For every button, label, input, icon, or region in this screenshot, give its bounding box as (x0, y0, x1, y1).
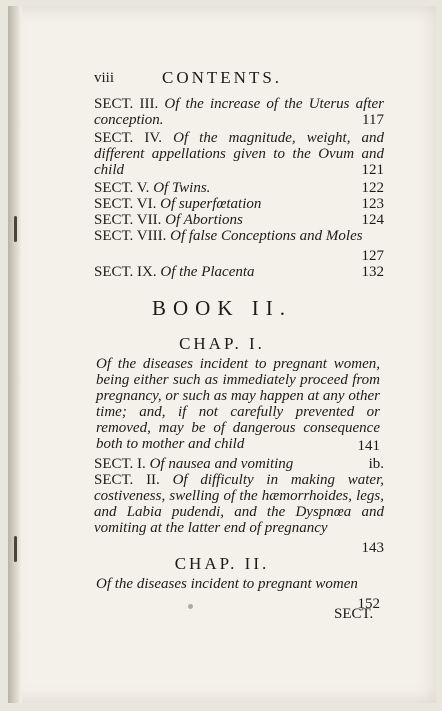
chapter-summary (96, 356, 380, 456)
toc-entry-title: Of superfœtation (160, 196, 262, 212)
chapter-summary-text: Of the diseases incident to pregnant women (96, 576, 358, 592)
toc-entry-page: ib. (368, 456, 384, 472)
chapter-heading: CHAP. I. (179, 334, 265, 353)
book-page (8, 6, 436, 703)
book-heading: BOOK II. (152, 296, 292, 320)
toc-entry-label: SECT. I. (94, 456, 146, 472)
toc-entry (94, 264, 384, 282)
toc-entry-page: 123 (361, 196, 384, 212)
chapter-summary-page: 152 (357, 596, 380, 612)
toc-entry-page: 124 (361, 212, 384, 228)
toc-entry (94, 130, 384, 180)
toc-entry-label: SECT. III. (94, 96, 159, 112)
toc-entry-label: SECT. VIII. (94, 228, 167, 244)
ink-speck (188, 604, 193, 609)
folio-number: viii (94, 70, 115, 86)
toc-entry-label: SECT. VI. (94, 196, 157, 212)
toc-entry-title: Of Abortions (165, 212, 243, 228)
toc-entry-title: Of nausea and vomiting (149, 456, 294, 472)
chapter-summary-page: 141 (357, 438, 380, 454)
catchword: SECT. (334, 606, 374, 622)
toc-entry-label: SECT. IX. (94, 264, 157, 280)
toc-entry-page: 121 (361, 162, 384, 178)
toc-entry-page: 132 (361, 264, 384, 280)
toc-entry-title: Of the increase of the Uterus after conception. (94, 96, 385, 128)
contents-page (8, 6, 436, 703)
toc-entry-title: Of false Conceptions and Moles (170, 228, 363, 244)
chapter-summary-text: Of the diseases incident to pregnant women, being either such as immediately proceed from pregnancy, or such as may happen at any other time; and, if not carefully prevented or removed, may be of dangerous consequence both to mother and child (96, 356, 380, 452)
toc-entry-label: SECT. VII. (94, 212, 162, 228)
page-header (94, 66, 394, 90)
toc-entry (94, 472, 384, 556)
toc-entry (94, 228, 384, 264)
toc-entry-title: Of the Placenta (160, 264, 255, 280)
toc-entry-title: Of difficulty in making water, costiveness, swelling of the hæmorrhoides, legs, and Labia pudendi, and the Dyspnœa and vomiting at the latter end of pregnancy (94, 472, 384, 536)
toc-entry-label: SECT. IV. (94, 130, 163, 146)
toc-entry-page: 143 (361, 540, 384, 556)
toc-entry-page: 122 (361, 180, 384, 196)
toc-entry-label: SECT. V. (94, 180, 150, 196)
chapter-heading: CHAP. II. (174, 554, 270, 573)
toc-entry-title: Of the magnitude, weight, and different appellations given to the Ovum and child (94, 130, 385, 178)
toc-entry-page: 117 (362, 112, 384, 128)
running-title: CONTENTS. (162, 68, 283, 87)
toc-entry-page: 127 (361, 248, 384, 264)
toc-entry-title: Of Twins. (153, 180, 211, 196)
toc-entry-label: SECT. II. (94, 472, 160, 488)
toc-entry (94, 96, 384, 130)
